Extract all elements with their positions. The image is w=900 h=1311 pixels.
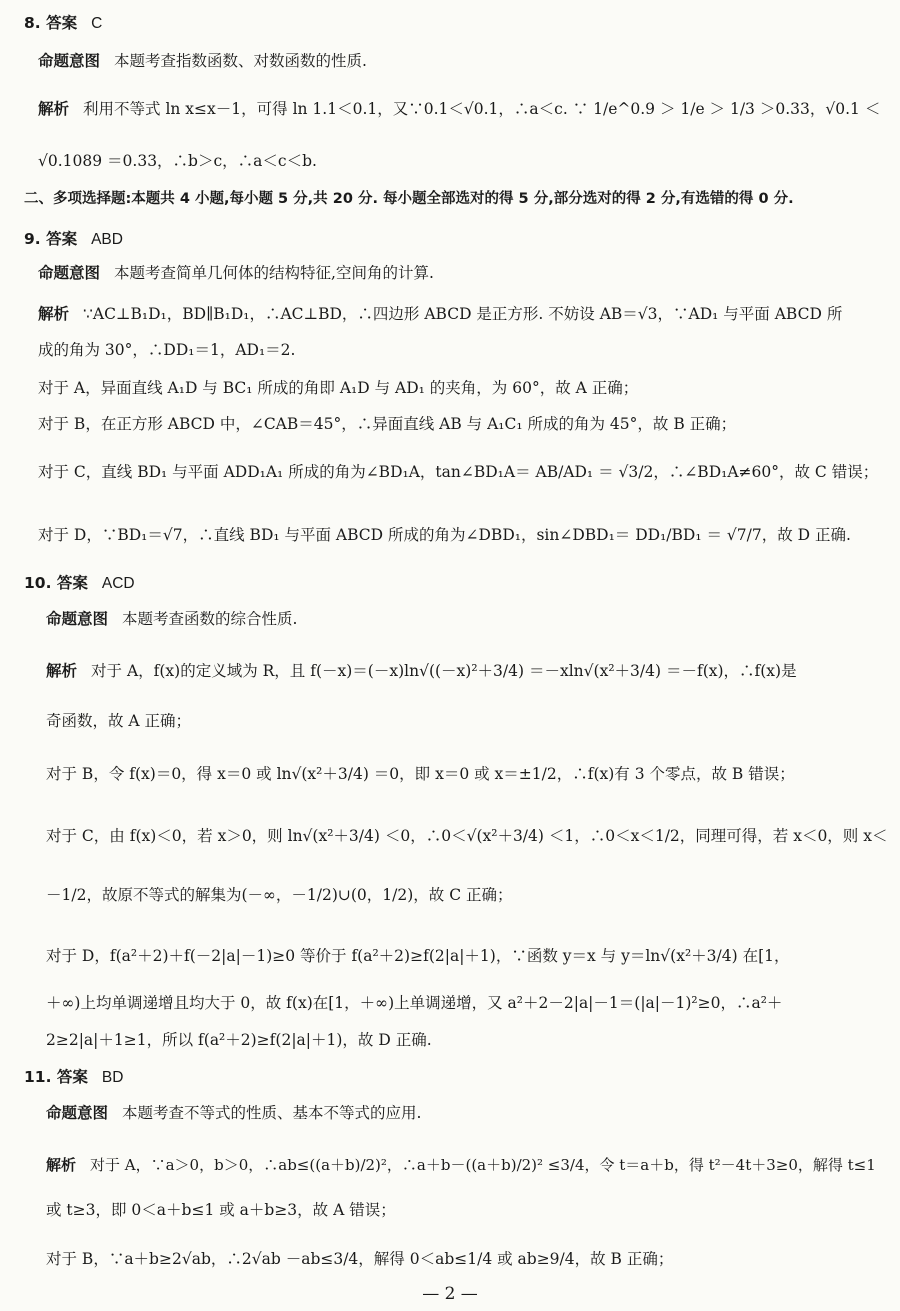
q10-analysis-1: 对于 A，f(x)的定义域为 R，且 f(－x)＝(－x)ln√((－x)²＋3/4) ＝－xln√(x²＋3/4) ＝－f(x)，∴f(x)是	[91, 662, 797, 680]
q8-analysis-1: 利用不等式 ln x≤x－1，可得 ln 1.1＜0.1，又∵0.1＜√0.1，∴a＜c. ∵ 1/e^0.9 ＞ 1/e ＞ 1/3 ＞0.33，√0.1 ＜	[83, 100, 881, 118]
q11-intent-text: 本题考查不等式的性质、基本不等式的应用.	[122, 1104, 422, 1122]
q9-analysis-label: 解析	[38, 305, 70, 323]
q10-option-c-2: －1/2，故原不等式的解集为(－∞，－1/2)∪(0，1/2)，故 C 正确；	[46, 886, 513, 904]
q11-analysis-2: 或 t≥3，即 0＜a＋b≤1 或 a＋b≥3，故 A 错误；	[46, 1201, 396, 1219]
q10-intent-text: 本题考查函数的综合性质.	[122, 610, 298, 628]
q11-option-b: 对于 B，∵a＋b≥2√ab，∴2√ab －ab≤3/4，解得 0＜ab≤1/4 或 ab≥9/4，故 B 正确；	[46, 1250, 674, 1268]
q11-number: 11. 答案	[24, 1068, 88, 1086]
q9-number: 9. 答案	[24, 230, 78, 248]
q9-analysis	[38, 303, 882, 325]
q8-answer: C	[91, 15, 103, 32]
section-2-title: 二、多项选择题:本题共 4 小题,每小题 5 分,共 20 分. 每小题全部选对的得 5 分,部分选对的得 2 分,有选错的得 0 分.	[24, 191, 794, 207]
q10-option-d-3: 2≥2|a|＋1≥1，所以 f(a²＋2)≥f(2|a|＋1)，故 D 正确.	[46, 1031, 432, 1049]
q10-option-b: 对于 B，令 f(x)＝0，得 x＝0 或 ln√(x²＋3/4) ＝0，即 x＝0 或 x＝±1/2，∴f(x)有 3 个零点，故 B 错误；	[46, 765, 795, 783]
page-number: — 2 —	[422, 1284, 478, 1304]
q10-intent-label: 命题意图	[46, 610, 109, 628]
q8-header	[24, 12, 882, 35]
q9-analysis-2: 成的角为 30°，∴DD₁＝1，AD₁＝2.	[38, 341, 296, 359]
q11-intent-label: 命题意图	[46, 1104, 109, 1122]
q8-analysis	[38, 98, 882, 120]
q11-analysis	[46, 1154, 882, 1176]
q9-intent-label: 命题意图	[38, 264, 101, 282]
q8-analysis-label: 解析	[38, 100, 70, 118]
q11-analysis-label: 解析	[46, 1156, 77, 1174]
q10-answer: ACD	[101, 575, 135, 592]
q9-option-d: 对于 D，∵BD₁＝√7，∴直线 BD₁ 与平面 ABCD 所成的角为∠DBD₁，sin∠DBD₁＝ DD₁/BD₁ ＝ √7/7，故 D 正确.	[38, 526, 851, 544]
q9-analysis-1: ∵AC⊥B₁D₁，BD∥B₁D₁，∴AC⊥BD，∴四边形 ABCD 是正方形. 不妨设 AB＝√3，∵AD₁ 与平面 ABCD 所	[83, 305, 843, 323]
q9-option-c: 对于 C，直线 BD₁ 与平面 ADD₁A₁ 所成的角为∠BD₁A，tan∠BD₁A＝ AB/AD₁ ＝ √3/2，∴∠BD₁A≠60°，故 C 错误；	[38, 463, 879, 481]
q11-analysis-1: 对于 A，∵a＞0，b＞0，∴ab≤((a＋b)/2)²，∴a＋b－((a＋b)/2)² ≤3/4，令 t＝a＋b，得 t²－4t＋3≥0，解得 t≤1	[90, 1156, 876, 1174]
q11-answer: BD	[101, 1069, 124, 1086]
q10-analysis-label: 解析	[46, 662, 78, 680]
q10-option-d-1: 对于 D，f(a²＋2)＋f(－2|a|－1)≥0 等价于 f(a²＋2)≥f(2|a|＋1)，∵函数 y＝x 与 y＝ln√(x²＋3/4) 在[1，	[46, 947, 790, 965]
q10-analysis-2: 奇函数，故 A 正确；	[46, 712, 192, 730]
q8-intent-text: 本题考查指数函数、对数函数的性质.	[114, 52, 367, 70]
q11-intent	[46, 1102, 882, 1124]
q9-option-b: 对于 B，在正方形 ABCD 中，∠CAB＝45°，∴异面直线 AB 与 A₁C₁ 所成的角为 45°，故 B 正确；	[38, 415, 737, 433]
q8-intent	[38, 50, 882, 72]
q9-intent-text: 本题考查简单几何体的结构特征,空间角的计算.	[114, 264, 434, 282]
q8-intent-label: 命题意图	[38, 52, 101, 70]
q8-analysis-2: √0.1089 ＝0.33，∴b＞c，∴a＜c＜b.	[38, 152, 317, 170]
q9-option-a: 对于 A，异面直线 A₁D 与 BC₁ 所成的角即 A₁D 与 AD₁ 的夹角，为 60°，故 A 正确；	[38, 379, 639, 397]
q9-header	[24, 228, 882, 251]
q8-number: 8. 答案	[24, 14, 78, 32]
q10-intent	[46, 608, 882, 630]
q9-intent	[38, 262, 882, 284]
q11-header	[24, 1066, 882, 1089]
q10-analysis	[46, 660, 882, 682]
q10-header	[24, 572, 882, 595]
q10-option-c-1: 对于 C，由 f(x)＜0，若 x＞0，则 ln√(x²＋3/4) ＜0，∴0＜√(x²＋3/4) ＜1，∴0＜x＜1/2，同理可得，若 x＜0，则 x＜	[46, 827, 888, 845]
q10-option-d-2: ＋∞)上均单调递增且均大于 0，故 f(x)在[1，＋∞)上单调递增，又 a²＋2－2|a|－1＝(|a|－1)²≥0，∴a²＋	[46, 994, 783, 1012]
q10-number: 10. 答案	[24, 574, 88, 592]
q9-answer: ABD	[91, 231, 123, 248]
